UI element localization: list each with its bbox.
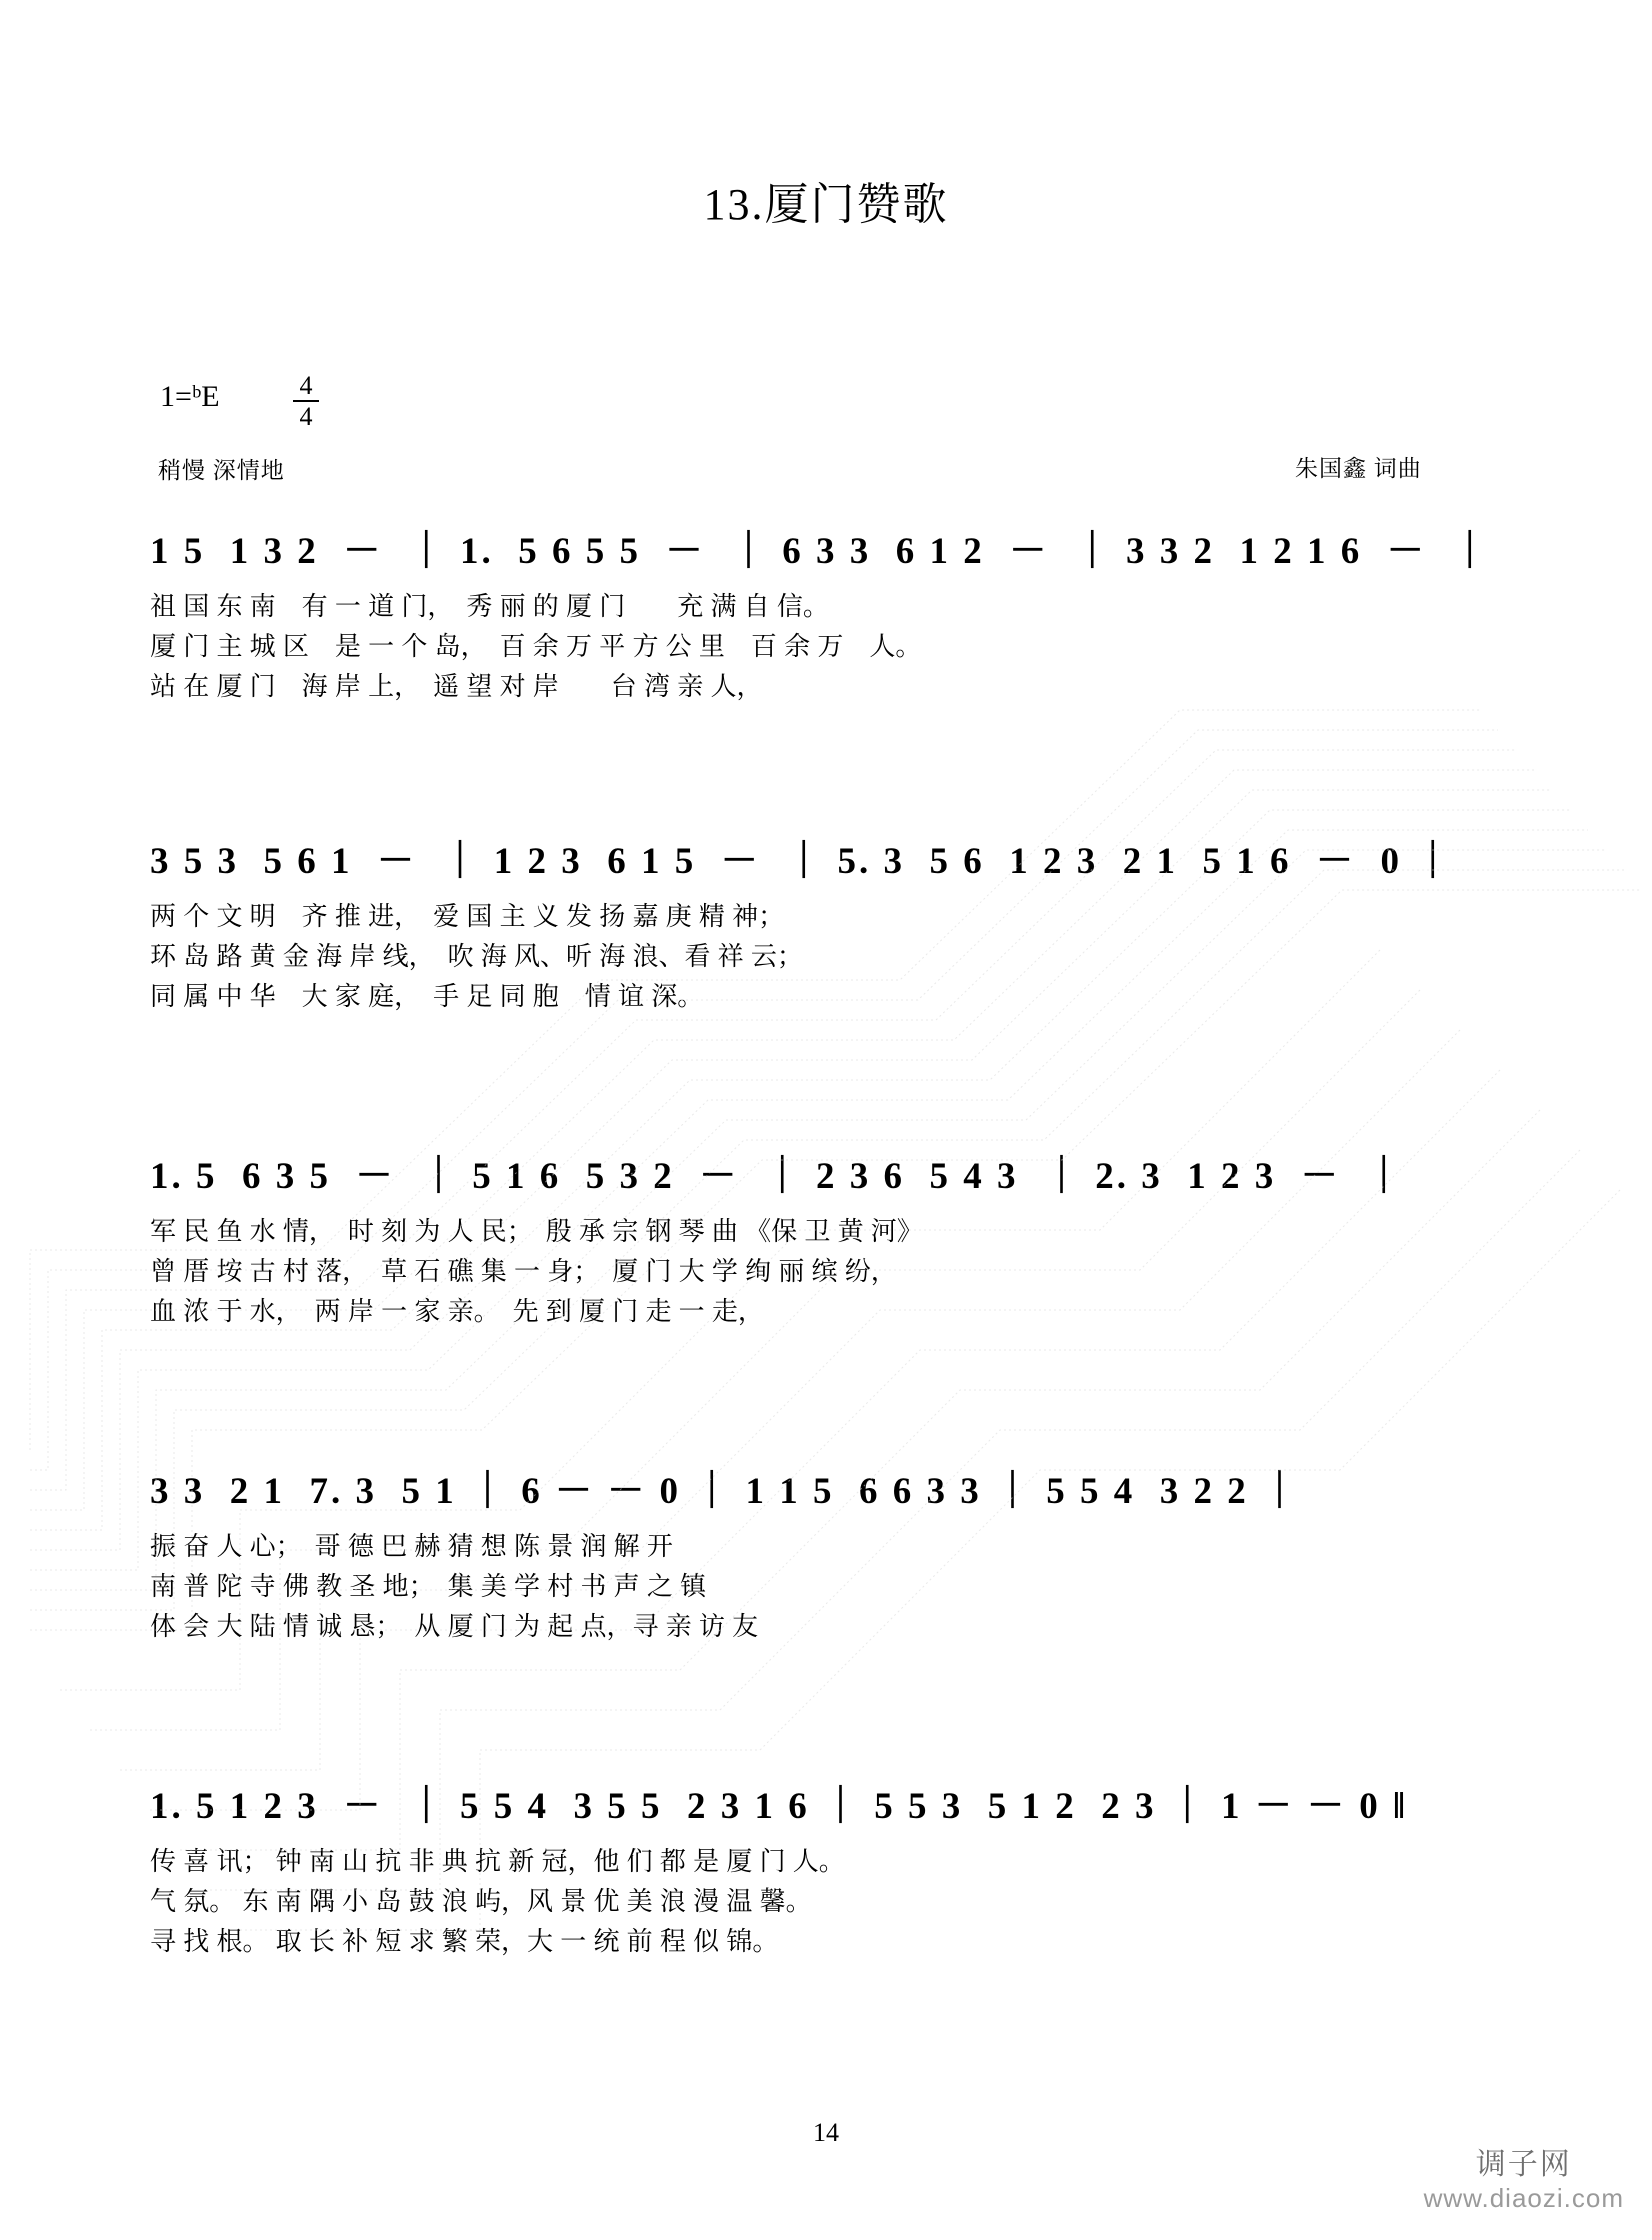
lyric-line-1: 祖 国 东 南 有 一 道 门， 秀 丽 的 厦 门 充 满 自 信。 [150, 591, 829, 621]
lyric-line-3: 体 会 大 陆 情 诚 恳； 从 厦 门 为 起 点，寻 亲 访 友 [150, 1611, 759, 1641]
lyric-line-2: 南 普 陀 寺 佛 教 圣 地； 集 美 学 村 书 声 之 镇 [150, 1571, 707, 1601]
watermark [1424, 2139, 1624, 2214]
time-signature [288, 372, 324, 431]
lyric-line-3: 血 浓 于 水， 两 岸 一 家 亲。 先 到 厦 门 走 一 走， [150, 1296, 764, 1326]
lyric-line-1: 振 奋 人 心； 哥 德 巴 赫 猜 想 陈 景 润 解 开 [150, 1531, 673, 1561]
music-system-2 [150, 830, 1510, 1016]
lyric-line-1: 传 喜 讯； 钟 南 山 抗 非 典 抗 新 冠，他 们 都 是 厦 门 人。 [150, 1846, 845, 1876]
lyric-line-1: 军 民 鱼 水 情， 时 刻 为 人 民； 殷 承 宗 钢 琴 曲 《保 卫 黄 河》 [150, 1216, 923, 1246]
lyric-line-2: 气 氛。 东 南 隅 小 岛 鼓 浪 屿，风 景 优 美 浪 漫 温 馨。 [150, 1886, 812, 1916]
lyric-line-1: 两 个 文 明 齐 推 进， 爱 国 主 义 发 扬 嘉 庚 精 神； [150, 901, 785, 931]
key-signature: 1=ᵇE [160, 380, 220, 413]
lyric-line-3: 站 在 厦 门 海 岸 上， 遥 望 对 岸 台 湾 亲 人， [150, 671, 763, 701]
lyric-line-2: 环 岛 路 黄 金 海 岸 线， 吹 海 风、听 海 浪、看 祥 云； [150, 941, 803, 971]
notation-row: 1. 5 1 2 3 － ｜ 5 5 4 3 5 5 2 3 1 6 ｜ 5 5 3 5 1 2 2 3 ｜ 1 － － 0 ‖ [150, 1786, 1408, 1827]
tempo-expression: 稍慢 深情地 [158, 458, 285, 483]
lyric-line-3: 同 属 中 华 大 家 庭， 手 足 同 胞 情 谊 深。 [150, 981, 704, 1011]
lyric-line-2: 厦 门 主 城 区 是 一 个 岛， 百 余 万 平 方 公 里 百 余 万 人。 [150, 631, 922, 661]
notation-row: 1. 5 6 3 5 － ｜ 5 1 6 5 3 2 － ｜ 2 3 6 5 4 3 ｜ 2. 3 1 2 3 － ｜ [150, 1156, 1406, 1197]
music-system-4 [150, 1460, 1510, 1646]
lyric-line-3: 寻 找 根。 取 长 补 短 求 繁 荣，大 一 统 前 程 似 锦。 [150, 1926, 779, 1956]
watermark-site-url: www.diaozi.com [1423, 2183, 1624, 2213]
lyric-line-2: 曾 厝 垵 古 村 落， 草 石 礁 集 一 身； 厦 门 大 学 绚 丽 缤 纷， [150, 1256, 897, 1286]
notation-row: 3 3 2 1 7. 3 5 1 ｜ 6 － － 0 ｜ 1 1 5 6 6 3 3 ｜ 5 5 4 3 2 2 ｜ [150, 1471, 1301, 1512]
music-system-1 [150, 520, 1510, 706]
notation-row: 1 5 1 3 2 － ｜ 1. 5 6 5 5 － ｜ 6 3 3 6 1 2 － ｜ 3 3 2 1 2 1 6 － ｜ [150, 531, 1492, 572]
page-title: 13.厦门赞歌 [703, 180, 949, 229]
notation-row: 3 5 3 5 6 1 － ｜ 1 2 3 6 1 5 － ｜ 5. 3 5 6 1 2 3 2 1 5 1 6 － 0 ｜ [150, 841, 1455, 882]
time-signature-denominator: 4 [299, 402, 313, 432]
page-number: 14 [813, 2118, 839, 2147]
watermark-site-name: 调子网 [1475, 2148, 1572, 2181]
music-system-3 [150, 1145, 1510, 1331]
music-system-5 [150, 1775, 1510, 1961]
composer-credit: 朱国鑫 词曲 [1295, 456, 1422, 481]
time-signature-numerator: 4 [299, 371, 313, 400]
